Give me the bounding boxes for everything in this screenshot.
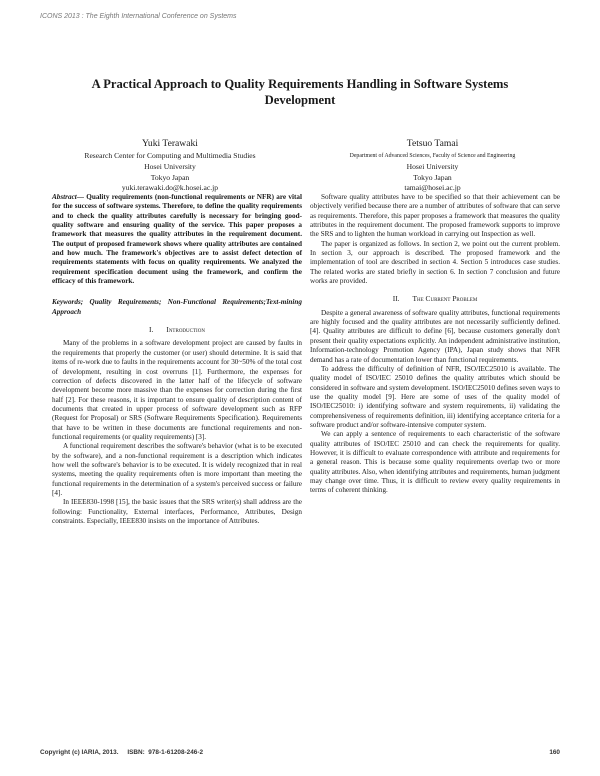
section-number: II. (392, 294, 400, 304)
title-line-2: Development (264, 93, 336, 107)
paragraph: In IEEE830-1998 [15], the basic issues that the SRS writer(s) shall address are the following: Functionality, External interfaces, Performance, Attributes, Design constraints. Especially, IEEE830 insists on the importance of Attributes. (52, 498, 302, 525)
author-university: Hosei University (144, 161, 196, 171)
author-email[interactable]: tamai@hosei.ac.jp (404, 183, 461, 193)
author-email[interactable]: yuki.terawaki.do@k.hosei.ac.jp (121, 183, 219, 193)
keywords: Keywords; Quality Requirements; Non-Functional Requirements;Text-mining Approach (52, 298, 302, 316)
right-column (310, 193, 560, 496)
paragraph: Software quality attributes have to be specified so that their achievement can be objectively verified because there are a number of attributes of software that can serve as requirements. Therefore, this paper proposes a framework that measures the quality attributes in the requirement document. The proposed framework supports to improve the SRS and to lighten the human workload in carrying out Inspection as well. (310, 193, 560, 239)
paragraph: Many of the problems in a software development project are caused by faults in the requirements that properly the customer (or user) should determine. It is said that items of re-work due to faults in the requirements account for 30~50% of the total cost of development, resulting in cost overruns [1]. Furthermore, the expenses for correction of defects discovered in the latter half of the lifecycle of software development become more massive than the expenses for correction during the first half [2]. For these reasons, it is important to ensure quality of description content of documents that created in upper process of software development such as RFP (Request for Proposal) or SRS (Software Requirements Specification). Requirements that have to be written in these documents are functional requirements and non-functional requirements (or quality requirements) [3]. (52, 339, 302, 441)
author-block-2 (305, 138, 560, 194)
section-title: Introduction (166, 325, 205, 335)
abstract-lead: Abstract (52, 193, 77, 201)
section-title: The Current Problem (412, 294, 478, 304)
author-university: Hosei University (406, 161, 459, 171)
abstract (52, 193, 302, 286)
section-heading-introduction (52, 325, 302, 334)
paper-title (40, 76, 560, 108)
section-number: I. (149, 325, 154, 335)
abstract-text: — Quality requirements (non-functional requirements or NFR) are vital for the success of software systems. Therefore, to define the quality requirements and to check the quality attributes carefully is necessary for bringing good-quality software and ensuring quality of the service. This paper proposes a framework that measures the quality attributes in the requirement document. The output of proposed framework shows where quality attributes are contained and how much. The framework's objectives are to assist defect detection of requirements statements with focus on quality requirements. We analyzed the requirement specification document using the framework, and confirm the efficacy of this framework. (52, 193, 302, 286)
author-location: Tokyo Japan (150, 172, 190, 182)
running-head: ICONS 2013 : The Eighth International Conference on Systems (40, 13, 237, 20)
author-name: Yuki Terawaki (142, 138, 198, 149)
author-affiliation: Department of Advanced Sciences, Faculty of Science and Engineering (349, 153, 516, 159)
page-number: 160 (549, 749, 560, 756)
left-column (52, 193, 302, 526)
copyright-isbn: Copyright (c) IARIA, 2013. ISBN: 978-1-61208-246-2 (40, 749, 204, 756)
paragraph: Despite a general awareness of software quality attributes, functional requirements are highly focused and the quality attributes are not necessarily sufficiently defined. [4]. Quality attributes are difficult to define [6], because customers generally don't present their quality expectations explicitly. An independent administrative institution, Information-technology Promotion Agency (IPA), Japan study shows that NFR demand has a rate of documentation lower than functional requirements. (310, 308, 560, 364)
paragraph: To address the difficulty of definition of NFR, ISO/IEC25010 is available. The quality model of ISO/IEC 25010 defines the quality attributes which should be considered in software and system development. ISO/IEC25010 defines seven ways to use the quality model [9]. Here are some of uses of the quality model of ISO/IEC25010: i) identifying software and system requirements, ii) validating the comprehensiveness of requirements definition, iii) identifying acceptance criteria for a software product and/or software-intensive computer system. (310, 364, 560, 429)
author-affiliation: Research Center for Computing and Multimedia Studies (84, 151, 256, 160)
title-line-1: A Practical Approach to Quality Requirements Handling in Software Systems (91, 77, 509, 91)
author-location: Tokyo Japan (413, 172, 452, 182)
author-block-1 (40, 138, 300, 194)
paragraph: The paper is organized as follows. In section 2, we point out the current problem. In section 3, our approach is described. The proposed framework and the implementation of tool are described in section 4. Section 5 introduces case studies. The related works are stated briefly in section 6. In section 7 conclusion and future works are provided. (310, 239, 560, 286)
author-name: Tetsuo Tamai (406, 138, 459, 149)
paragraph: A functional requirement describes the software's behavior (what is to be executed by the software), and a non-functional requirement is a description which indicates how well the software's behavior is to be executed. It is widely recognized that in real systems, meeting the quality requirements often is more important than meeting the functional requirements in the determination of a system's perceived success or failure [4]. (52, 442, 302, 497)
page-footer (40, 749, 560, 756)
paragraph: We can apply a sentence of requirements to each characteristic of the software quality attributes of ISO/IEC 25010 and can check the requirements for quality. However, it is difficult to evaluate correspondence with attribute and requirements for a general reason. This is because some quality requirements overlap two or more quality attributes. Also, when identifying attributes and requirements, human judgment may change over time. Thus, it is difficult to review every quality requirements in terms of coherent thinking. (310, 430, 560, 495)
section-heading-current-problem (310, 294, 560, 303)
